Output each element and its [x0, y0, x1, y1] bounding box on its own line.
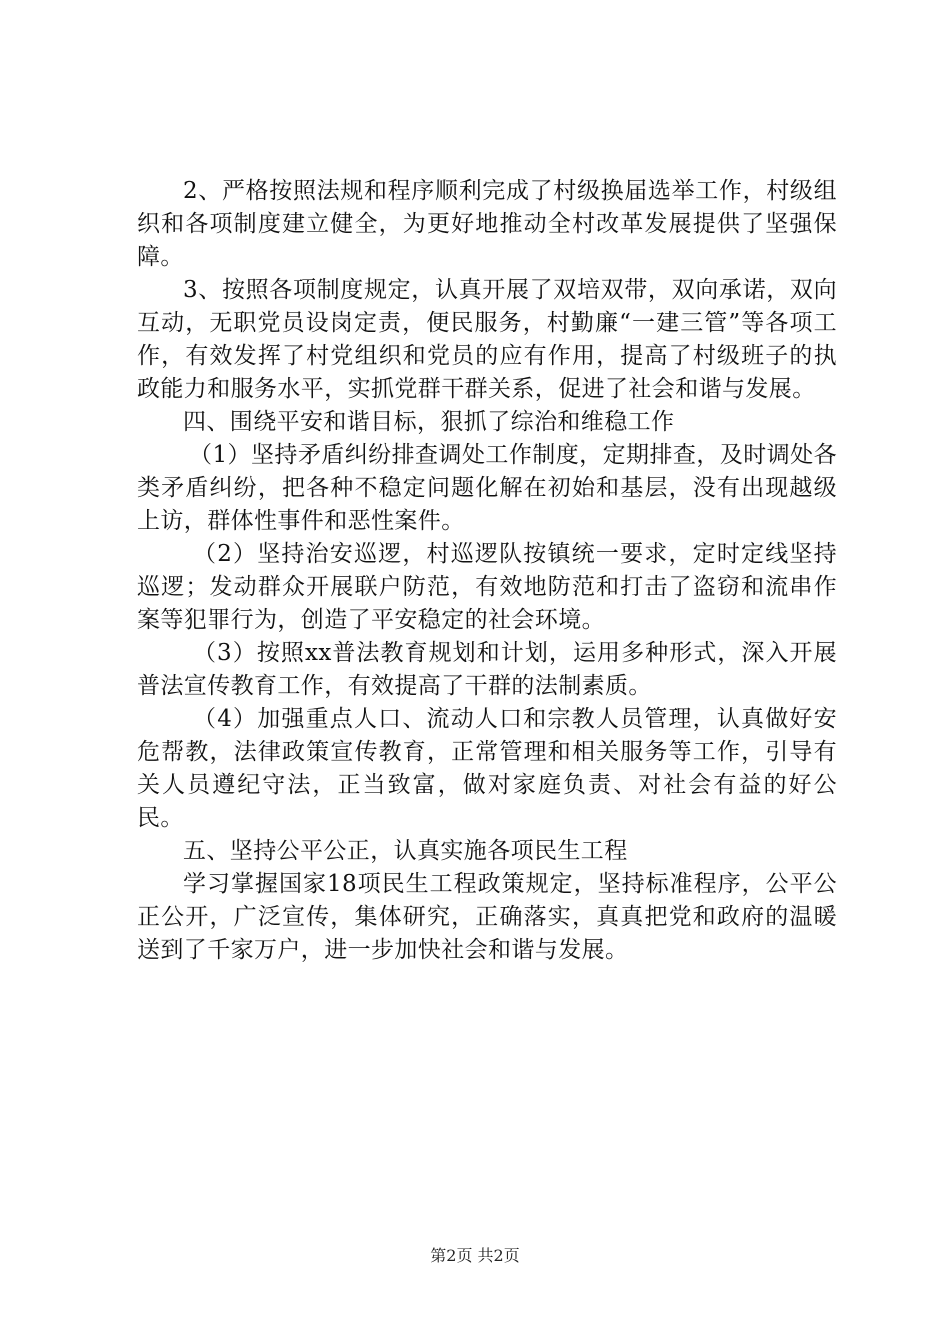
paragraph-sub-3: （3）按照xx普法教育规划和计划，运用多种形式，深入开展普法宣传教育工作，有效提高了干群的法制素质。: [137, 640, 837, 699]
paragraph-livelihood: 学习掌握国家18项民生工程政策规定，坚持标准程序，公平公正公开，广泛宣传，集体研究，正确落实，真真把党和政府的温暖送到了千家万户，进一步加快社会和谐与发展。: [137, 871, 837, 963]
paragraph-sub-1: （1）坚持矛盾纠纷排查调处工作制度，定期排查，及时调处各类矛盾纠纷，把各种不稳定问题化解在初始和基层，没有出现越级上访，群体性事件和恶性案件。: [137, 442, 837, 534]
paragraph-item-3: 3、按照各项制度规定，认真开展了双培双带，双向承诺，双向互动，无职党员设岗定责，便民服务，村勤廉“一建三管”等各项工作，有效发挥了村党组织和党员的应有作用，提高了村级班子的执政能力和服务水平，实抓党群干群关系，促进了社会和谐与发展。: [137, 277, 837, 402]
document-body: [137, 175, 837, 967]
paragraph-sub-2: （2）坚持治安巡逻，村巡逻队按镇统一要求，定时定线坚持巡逻；发动群众开展联户防范，有效地防范和打击了盗窃和流串作案等犯罪行为，创造了平安稳定的社会环境。: [137, 541, 837, 633]
paragraph-item-2: 2、严格按照法规和程序顺利完成了村级换届选举工作，村级组织和各项制度建立健全，为更好地推动全村改革发展提供了坚强保障。: [137, 178, 837, 270]
page-number-footer: 第2页 共2页: [430, 1246, 520, 1265]
section-heading-5: 五、坚持公平公正，认真实施各项民生工程: [183, 838, 628, 864]
paragraph-sub-4: （4）加强重点人口、流动人口和宗教人员管理，认真做好安危帮教，法律政策宣传教育，正常管理和相关服务等工作，引导有关人员遵纪守法，正当致富，做对家庭负责、对社会有益的好公民。: [137, 706, 837, 831]
section-heading-4: 四、围绕平安和谐目标，狠抓了综治和维稳工作: [183, 409, 675, 435]
